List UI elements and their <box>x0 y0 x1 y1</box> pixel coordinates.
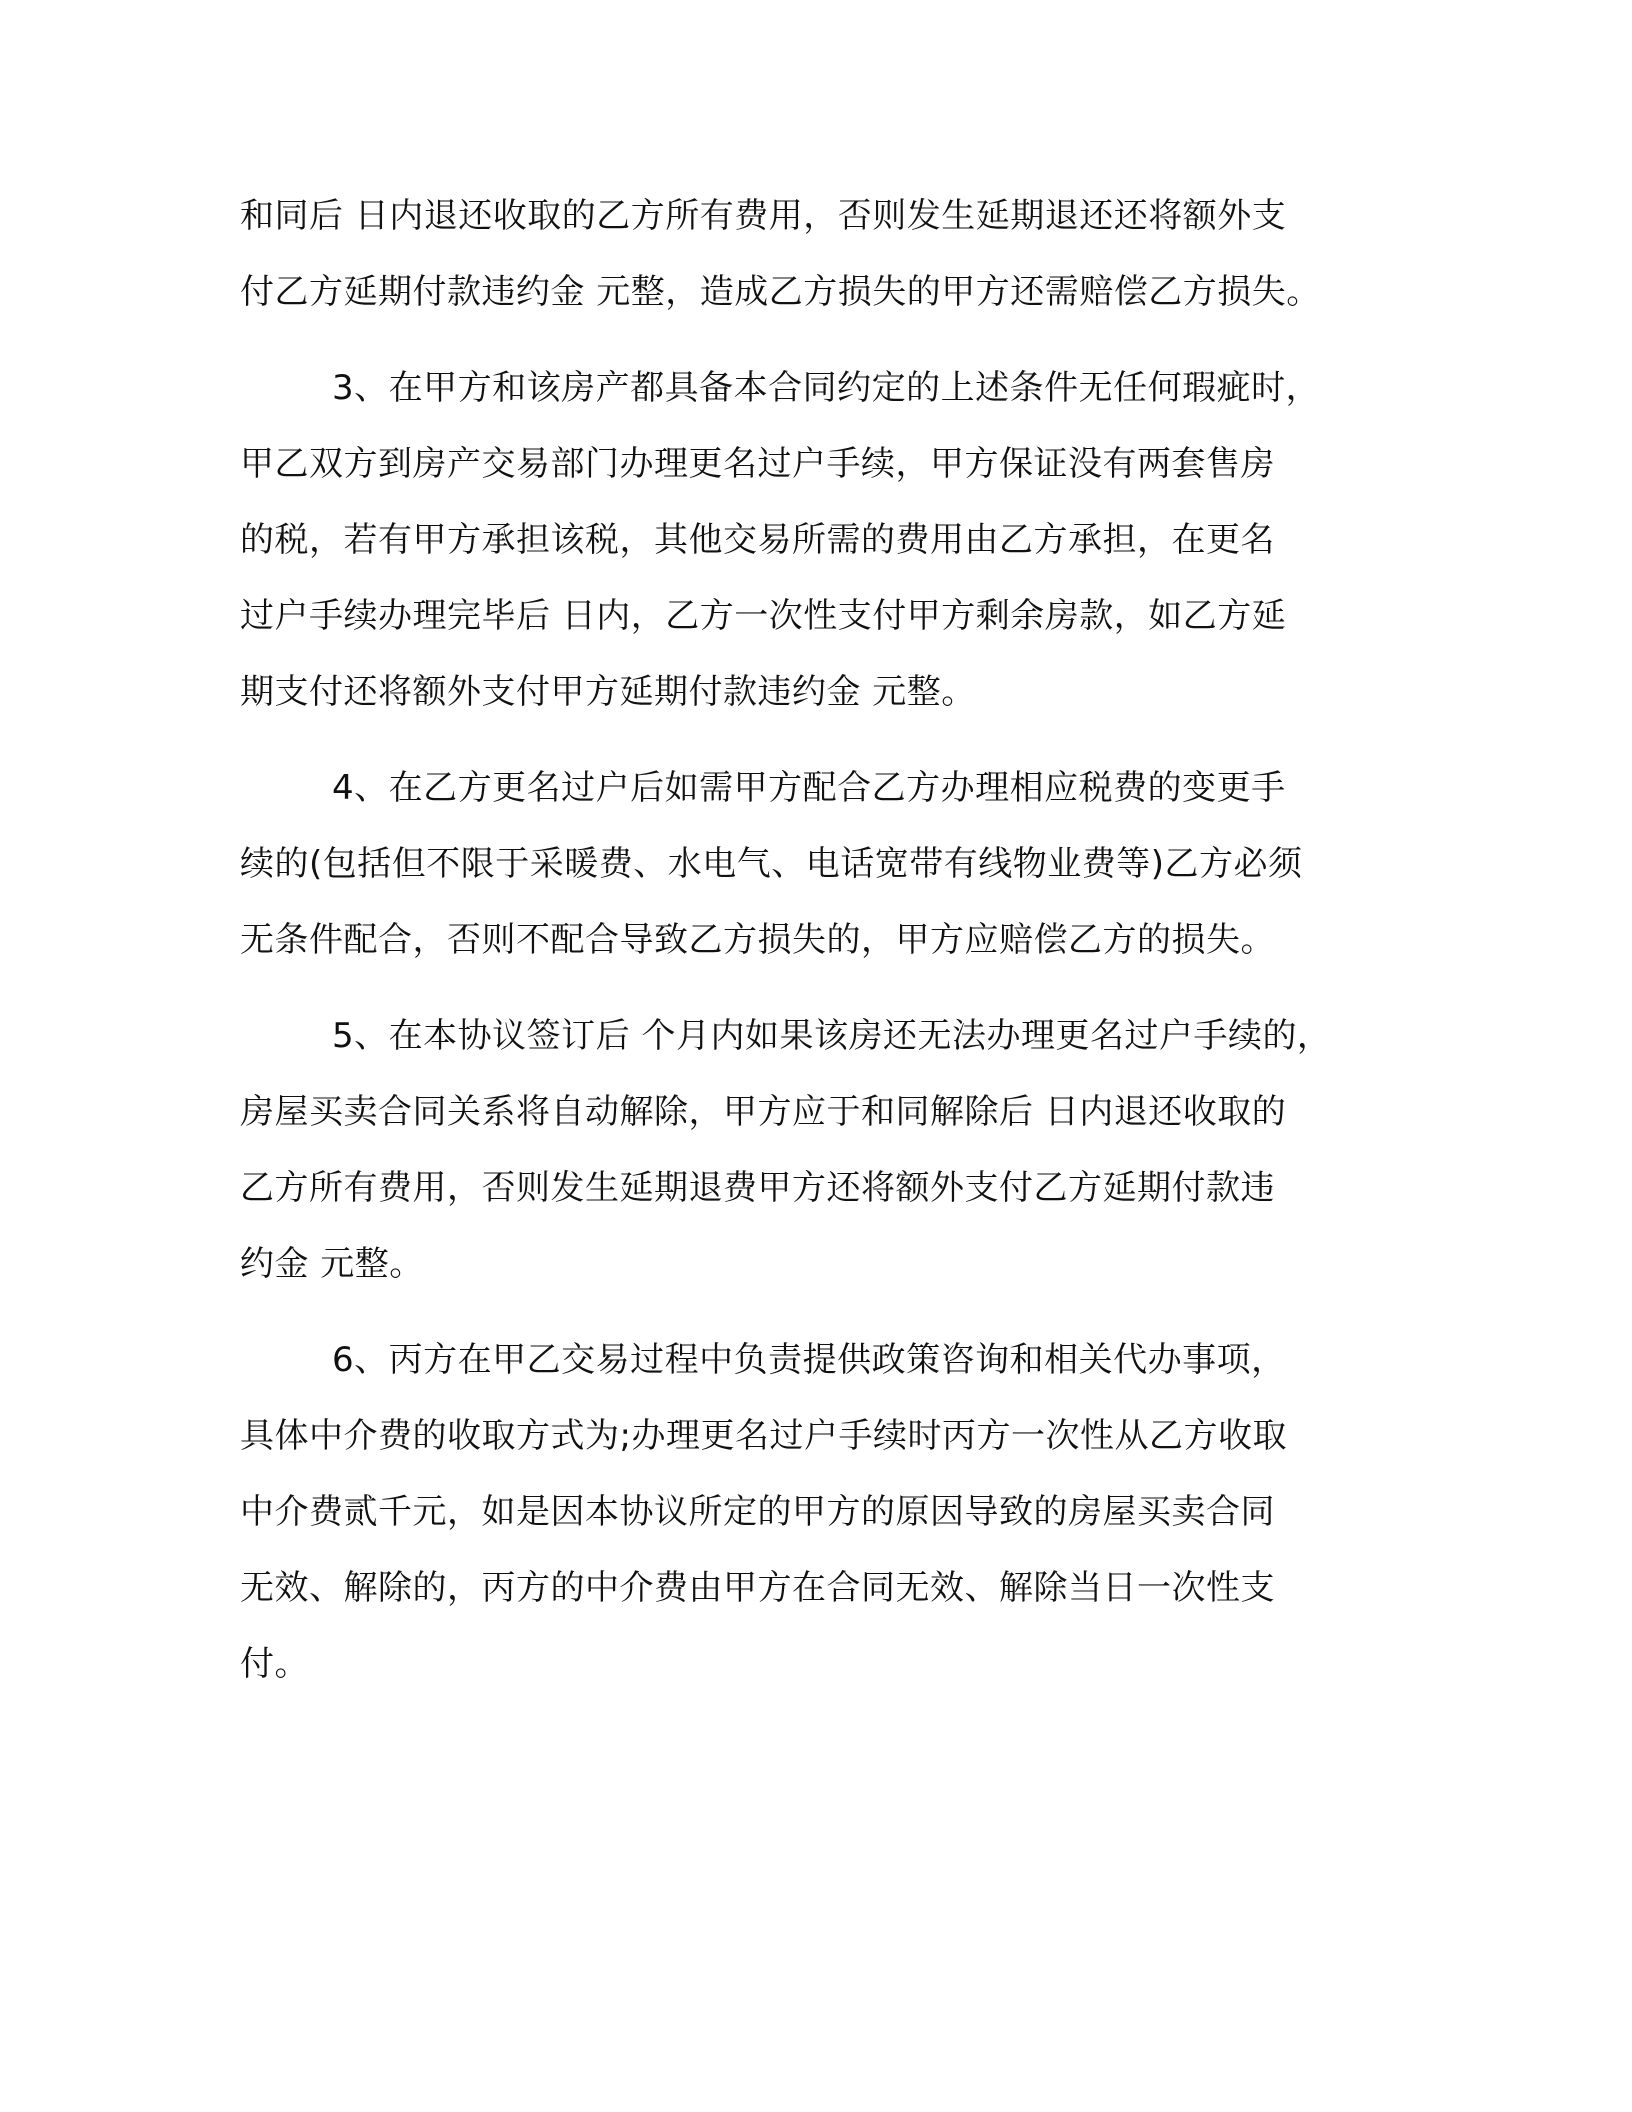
text-line: 4、在乙方更名过户后如需甲方配合乙方办理相应税费的变更手 <box>332 768 1286 808</box>
paragraph-clause-4 <box>240 750 1400 978</box>
text-line: 5、在本协议签订后 个月内如果该房还无法办理更名过户手续的， <box>332 1016 1332 1056</box>
text-line: 约金 元整。 <box>240 1244 424 1284</box>
paragraph-clause-3 <box>240 350 1400 730</box>
text-line: 续的(包括但不限于采暖费、水电气、电话宽带有线物业费等)乙方必须 <box>240 844 1303 884</box>
text-line: 过户手续办理完毕后 日内，乙方一次性支付甲方剩余房款，如乙方延 <box>240 596 1287 636</box>
text-line: 具体中介费的收取方式为;办理更名过户手续时丙方一次性从乙方收取 <box>240 1416 1287 1456</box>
text-line: 乙方所有费用，否则发生延期退费甲方还将额外支付乙方延期付款违 <box>240 1168 1275 1208</box>
paragraph-continuation <box>240 178 1400 330</box>
paragraph-clause-5 <box>240 998 1400 1302</box>
text-line: 无效、解除的，丙方的中介费由甲方在合同无效、解除当日一次性支 <box>240 1568 1275 1608</box>
text-line: 中介费贰千元，如是因本协议所定的甲方的原因导致的房屋买卖合同 <box>240 1492 1275 1532</box>
text-line: 无条件配合，否则不配合导致乙方损失的，甲方应赔偿乙方的损失。 <box>240 920 1275 960</box>
text-line: 甲乙双方到房产交易部门办理更名过户手续，甲方保证没有两套售房 <box>240 444 1275 484</box>
text-line: 的税，若有甲方承担该税，其他交易所需的费用由乙方承担，在更名 <box>240 520 1275 560</box>
paragraph-clause-6 <box>240 1322 1400 1702</box>
text-line: 房屋买卖合同关系将自动解除，甲方应于和同解除后 日内退还收取的 <box>240 1092 1287 1132</box>
text-line: 6、丙方在甲乙交易过程中负责提供政策咨询和相关代办事项， <box>332 1340 1286 1380</box>
text-line: 付。 <box>240 1644 309 1684</box>
text-line: 付乙方延期付款违约金 元整，造成乙方损失的甲方还需赔偿乙方损失。 <box>240 272 1321 312</box>
document-body <box>240 178 1400 1722</box>
text-line: 3、在甲方和该房产都具备本合同约定的上述条件无任何瑕疵时， <box>332 368 1321 408</box>
text-line: 和同后 日内退还收取的乙方所有费用，否则发生延期退还还将额外支 <box>240 196 1287 236</box>
text-line: 期支付还将额外支付甲方延期付款违约金 元整。 <box>240 672 976 712</box>
